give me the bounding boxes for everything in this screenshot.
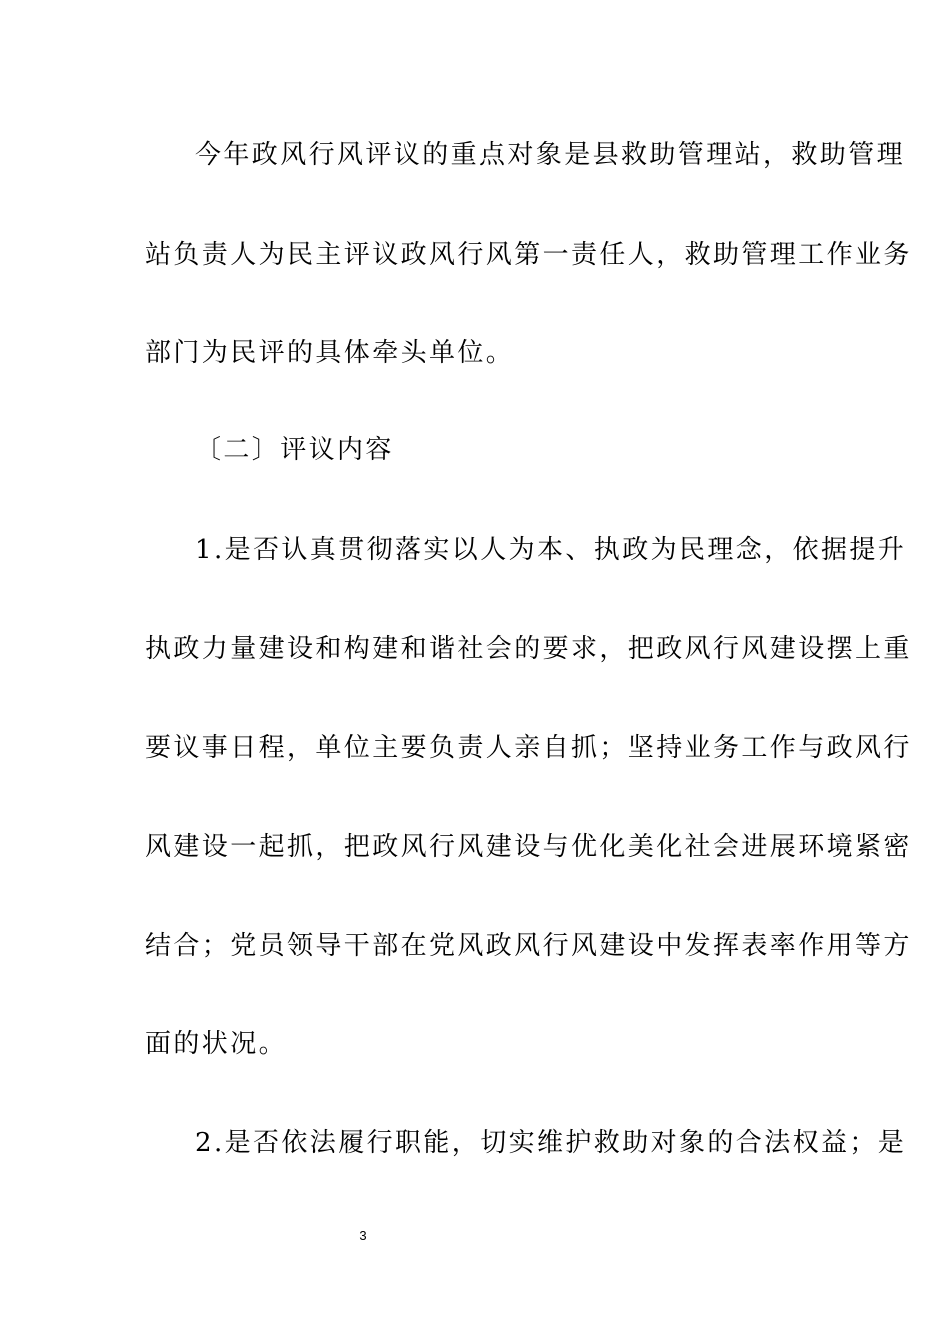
paragraph-line: 1.是否认真贯彻落实以人为本、执政为民理念，依据提升 xyxy=(195,535,907,565)
paragraph-line: 部门为民评的具体牵头单位。 xyxy=(145,338,515,368)
paragraph-line: 结合；党员领导干部在党风政风行风建设中发挥表率作用等方 xyxy=(145,931,912,961)
paragraph-line: 面的状况。 xyxy=(145,1029,288,1059)
paragraph-line: 风建设一起抓，把政风行风建设与优化美化社会进展环境紧密 xyxy=(145,832,912,862)
section-heading: 〔二〕评议内容 xyxy=(195,435,394,465)
paragraph-line: 站负责人为民主评议政风行风第一责任人，救助管理工作业务 xyxy=(145,240,912,270)
paragraph-line: 要议事日程，单位主要负责人亲自抓；坚持业务工作与政风行 xyxy=(145,733,912,763)
page-number: 3 xyxy=(359,1228,367,1243)
paragraph-line: 今年政风行风评议的重点对象是县救助管理站，救助管理 xyxy=(195,140,906,170)
paragraph-line: 执政力量建设和构建和谐社会的要求，把政风行风建设摆上重 xyxy=(145,634,912,664)
paragraph-line: 2.是否依法履行职能，切实维护救助对象的合法权益；是 xyxy=(195,1128,907,1158)
